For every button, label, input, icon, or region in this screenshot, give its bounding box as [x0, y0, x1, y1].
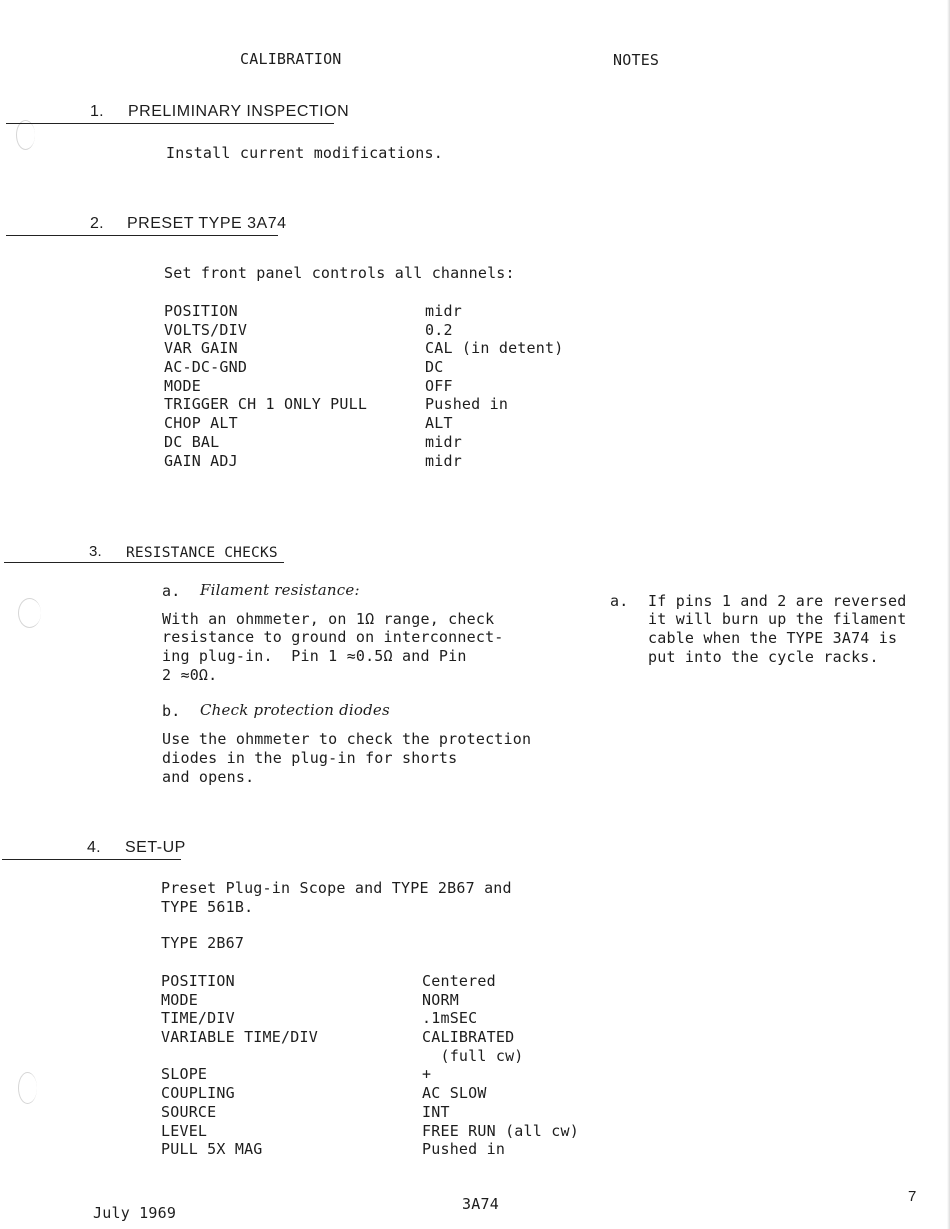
setup-intro-line-1: Preset Plug-in Scope and TYPE 2B67 and [161, 879, 512, 897]
control-row [161, 1122, 591, 1141]
section-4-title: SET-UP [125, 839, 186, 856]
control-name: SLOPE [161, 1065, 208, 1084]
control-value: + [422, 1065, 432, 1084]
subsection-b-line-2: diodes in the plug-in for shorts [162, 749, 458, 767]
setup-controls-table [161, 972, 591, 1159]
control-name: CHOP ALT [164, 414, 238, 433]
note-line-4: put into the cycle racks. [648, 648, 879, 666]
control-row [164, 339, 584, 358]
note-line-3: cable when the TYPE 3A74 is [648, 629, 898, 647]
section-4-number: 4. [87, 839, 101, 856]
control-row [161, 991, 591, 1010]
control-row [164, 452, 584, 471]
control-name: POSITION [161, 972, 235, 990]
note-line-1: If pins 1 and 2 are reversed [648, 592, 907, 610]
control-value: midr [425, 451, 462, 470]
subsection-b-label: b. [162, 702, 181, 720]
section-2-title: PRESET TYPE 3A74 [127, 215, 287, 232]
section-3-number: 3. [89, 543, 102, 560]
control-name: MODE [164, 376, 201, 395]
subsection-a-line-2: resistance to ground on interconnect- [162, 628, 504, 646]
control-value: CAL (in detent) [425, 339, 564, 358]
subsection-b-line-3: and opens. [162, 768, 255, 786]
control-row [161, 1065, 591, 1084]
header-calibration: CALIBRATION [240, 50, 342, 68]
control-name: LEVEL [161, 1121, 208, 1140]
section-2-rule [6, 235, 278, 236]
section-3-title: RESISTANCE CHECKS [126, 545, 278, 561]
control-value: .1mSEC [422, 1009, 478, 1028]
control-value: OFF [425, 376, 453, 395]
control-name: DC BAL [164, 432, 220, 451]
page-number: 7 [908, 1188, 917, 1205]
control-row [161, 1028, 591, 1047]
control-row [164, 433, 584, 452]
section-2-number: 2. [90, 215, 104, 232]
control-value: DC [425, 358, 444, 377]
control-row [164, 358, 584, 377]
control-value: midr [425, 432, 462, 451]
section-2-intro: Set front panel controls all channels: [164, 264, 515, 282]
section-1-rule [6, 123, 334, 124]
control-row [164, 377, 584, 396]
control-row [161, 972, 591, 991]
control-value: Pushed in [422, 1140, 506, 1159]
control-name: VOLTS/DIV [164, 320, 248, 339]
binder-hole-mark [18, 598, 41, 628]
control-row [164, 302, 584, 321]
subsection-a-title: Filament resistance: [200, 581, 360, 599]
control-name: MODE [161, 990, 198, 1009]
control-value: 0.2 [425, 320, 453, 339]
control-value: midr [425, 302, 462, 320]
binder-hole-mark [16, 120, 35, 150]
binder-hole-mark [18, 1072, 37, 1104]
control-name: COUPLING [161, 1084, 235, 1103]
section-4-rule [2, 859, 181, 860]
header-notes: NOTES [613, 51, 660, 69]
control-value: AC SLOW [422, 1084, 487, 1103]
control-name: POSITION [164, 302, 238, 320]
control-value: (full cw) [422, 1046, 524, 1065]
control-value: CALIBRATED [422, 1028, 515, 1047]
subsection-b-line-1: Use the ohmmeter to check the protection [162, 730, 532, 748]
setup-subheading: TYPE 2B67 [161, 934, 245, 952]
control-name: SOURCE [161, 1102, 217, 1121]
control-row [161, 1047, 591, 1066]
footer-model: 3A74 [462, 1195, 499, 1213]
subsection-b-title: Check protection diodes [200, 701, 390, 719]
control-value: INT [422, 1102, 450, 1121]
control-row [164, 414, 584, 433]
control-row [161, 1140, 591, 1159]
control-value: FREE RUN (all cw) [422, 1121, 579, 1140]
control-row [164, 321, 584, 340]
subsection-a-line-4: 2 ≈0Ω. [162, 666, 218, 684]
control-value: Pushed in [425, 395, 509, 414]
control-name: TRIGGER CH 1 ONLY PULL [164, 395, 368, 414]
control-row [161, 1103, 591, 1122]
control-row [164, 395, 584, 414]
control-value: NORM [422, 990, 459, 1009]
preset-controls-table [164, 302, 584, 470]
note-line-2: it will burn up the filament [648, 610, 907, 628]
control-value: ALT [425, 414, 453, 433]
control-name: VAR GAIN [164, 339, 238, 358]
control-name: AC-DC-GND [164, 358, 248, 377]
subsection-a-line-3: ing plug-in. Pin 1 ≈0.5Ω and Pin [162, 647, 467, 665]
setup-intro-line-2: TYPE 561B. [161, 898, 254, 916]
control-name: GAIN ADJ [164, 451, 238, 470]
subsection-a-line-1: With an ohmmeter, on 1Ω range, check [162, 610, 495, 628]
note-label: a. [610, 592, 629, 610]
subsection-a-label: a. [162, 582, 181, 600]
control-name: PULL 5X MAG [161, 1140, 263, 1159]
footer-date: July 1969 [93, 1204, 177, 1222]
section-1-number: 1. [90, 103, 104, 120]
control-row [161, 1084, 591, 1103]
section-1-text: Install current modifications. [166, 144, 443, 162]
control-name: VARIABLE TIME/DIV [161, 1028, 318, 1047]
control-value: Centered [422, 972, 496, 990]
control-name: TIME/DIV [161, 1009, 235, 1028]
section-1-title: PRELIMINARY INSPECTION [128, 103, 350, 120]
control-row [161, 1009, 591, 1028]
